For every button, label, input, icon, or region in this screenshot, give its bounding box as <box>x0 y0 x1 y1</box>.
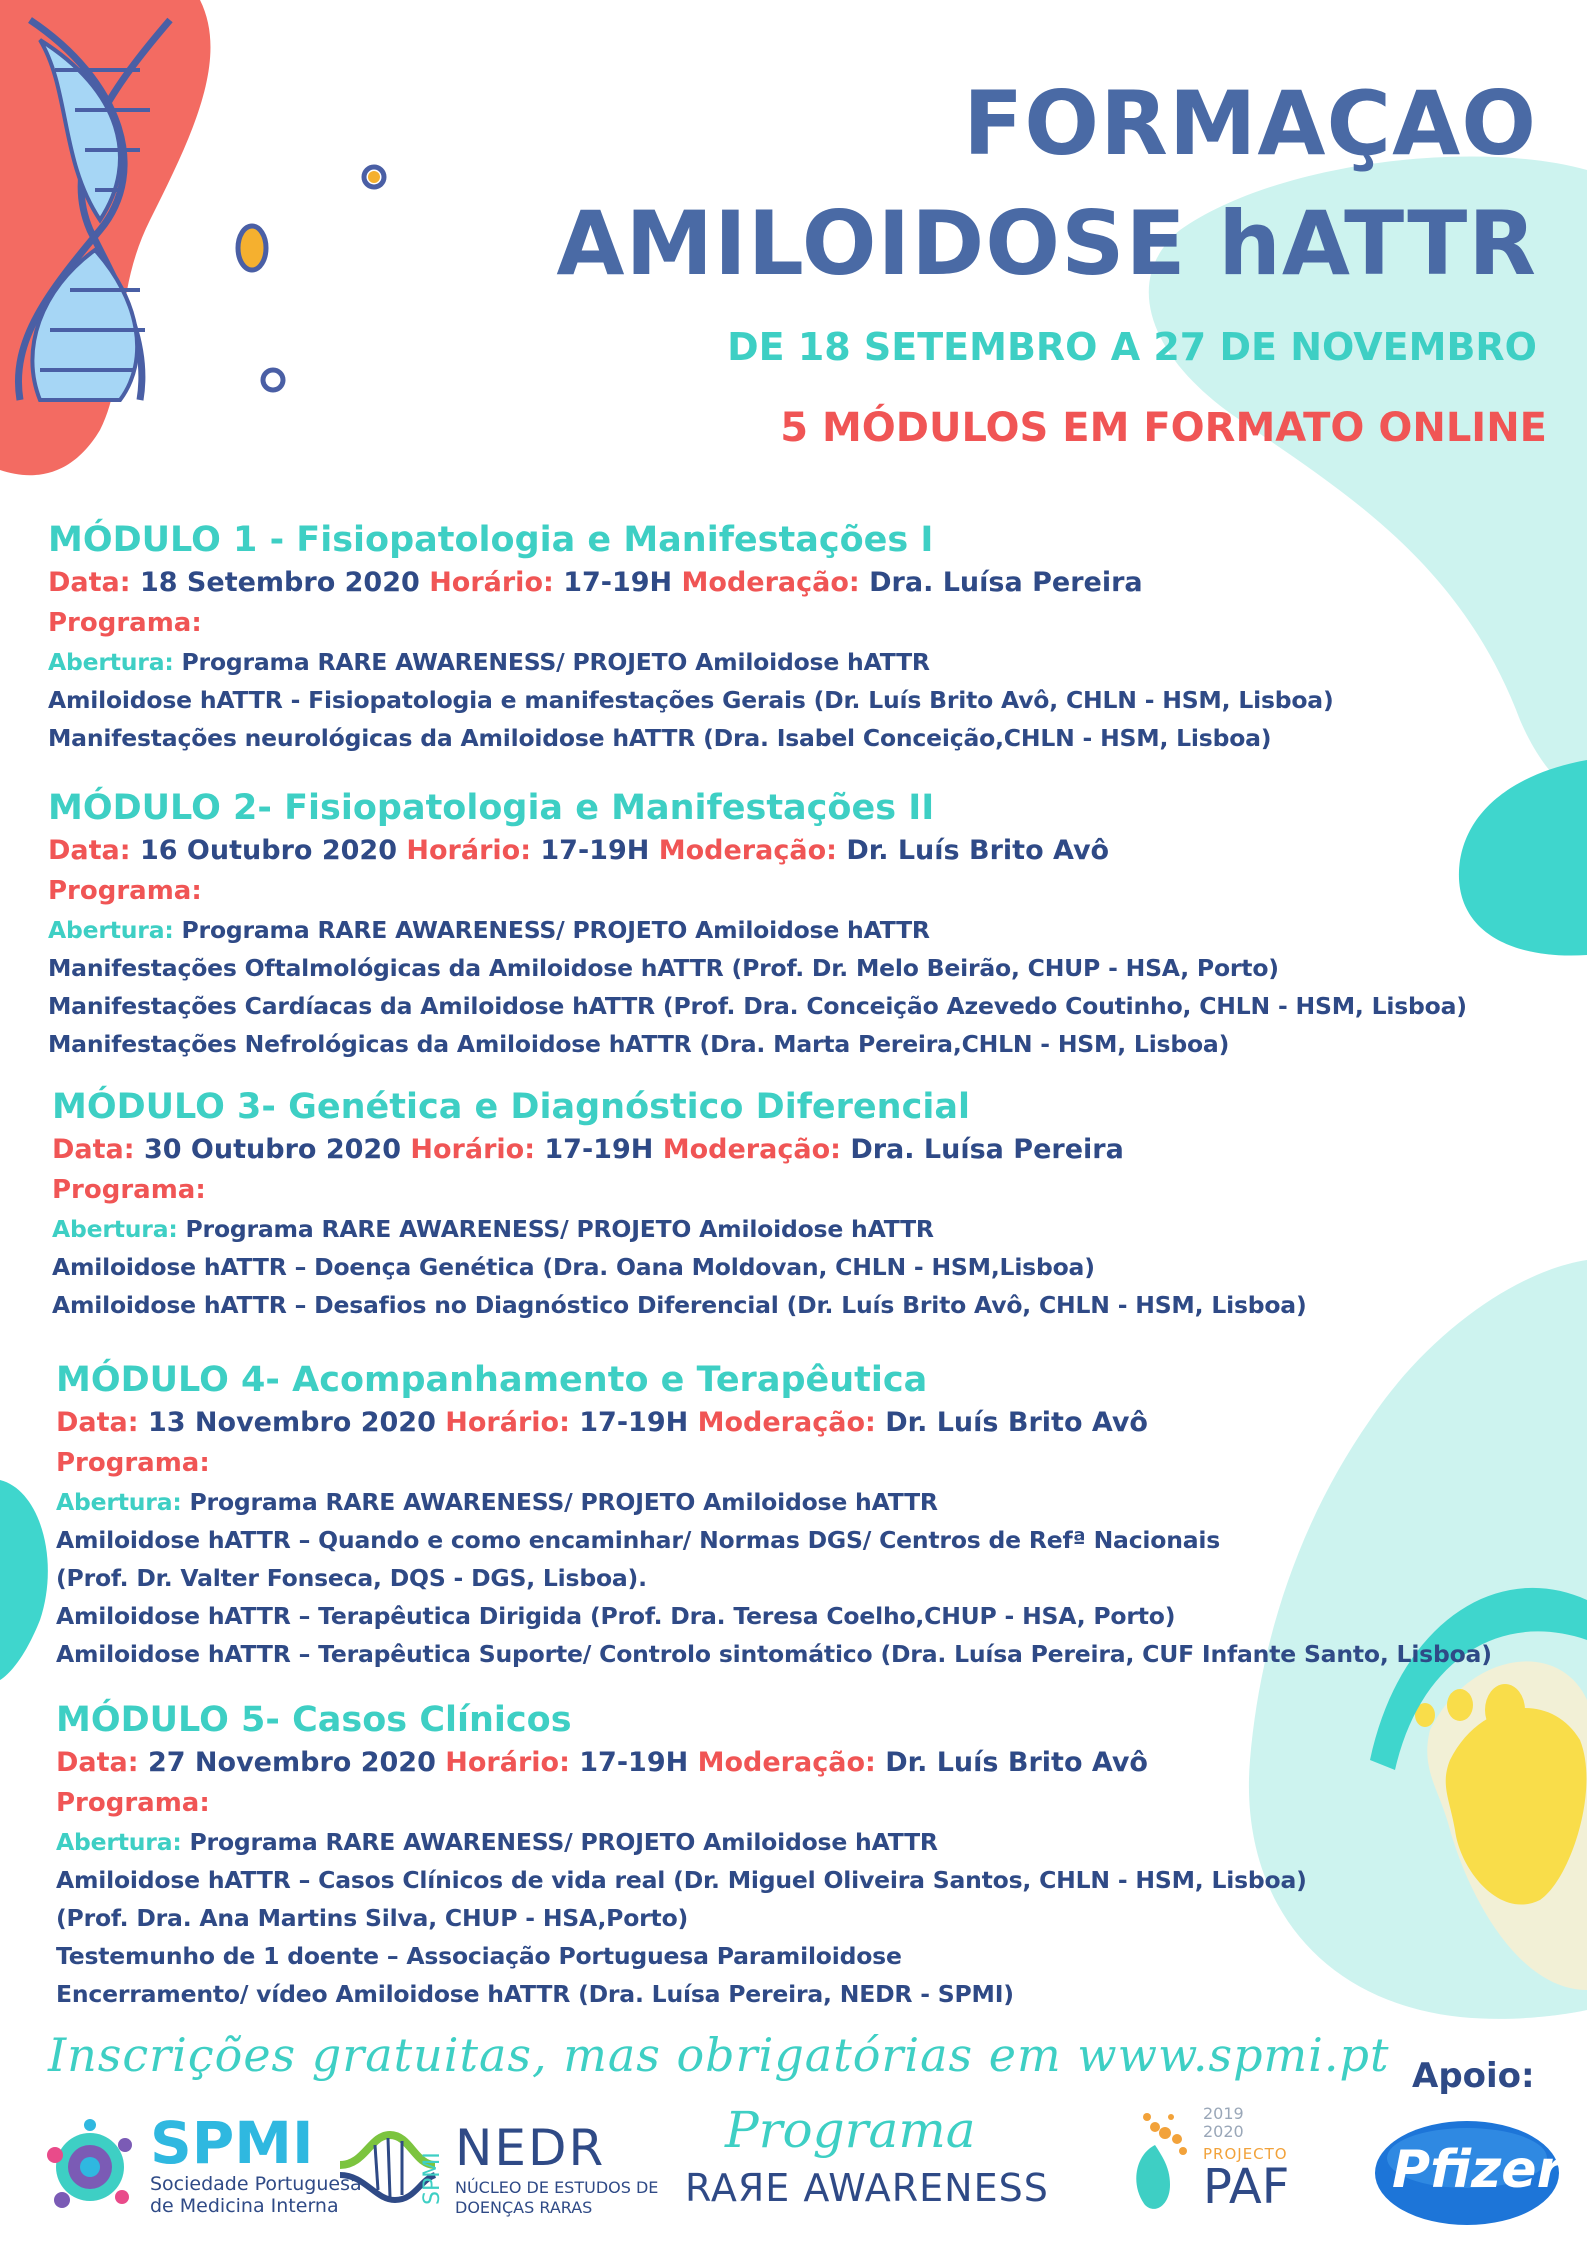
program-line: Manifestações Oftalmológicas da Amiloidose hATTR (Prof. Dr. Melo Beirão, CHUP - HSA, Porto) <box>48 954 1279 982</box>
program-opening: Abertura: Programa RARE AWARENESS/ PROJETO Amiloidose hATTR <box>52 1215 934 1243</box>
program-line: Amiloidose hATTR – Terapêutica Dirigida (Prof. Dra. Teresa Coelho,CHUP - HSA, Porto) <box>56 1602 1176 1630</box>
program-label: Programa: <box>56 1448 210 1478</box>
signup-text: Inscrições gratuitas, mas obrigatórias em www.spmi.pt <box>48 2028 1390 2082</box>
dot-small <box>263 370 283 390</box>
program-line: Manifestações Cardíacas da Amiloidose hATTR (Prof. Dra. Conceição Azevedo Coutinho, CHLN - HSM, Lisboa) <box>48 992 1467 1020</box>
paf-logo: 2019 2020 PROJECTO PAF <box>1125 2105 1295 2225</box>
program-line: Amiloidose hATTR – Casos Clínicos de vida real (Dr. Miguel Oliveira Santos, CHLN - HSM, Lisboa) <box>56 1866 1307 1894</box>
program-line: Testemunho de 1 doente – Associação Portuguesa Paramiloidose <box>56 1942 902 1970</box>
module-title: MÓDULO 2- Fisiopatologia e Manifestações II <box>48 788 935 828</box>
module-title: MÓDULO 3- Genética e Diagnóstico Diferencial <box>52 1087 970 1127</box>
program-line: Amiloidose hATTR – Quando e como encaminhar/ Normas DGS/ Centros de Refª Nacionais <box>56 1526 1221 1554</box>
program-label: Programa: <box>56 1788 210 1818</box>
program-line: (Prof. Dra. Ana Martins Silva, CHUP - HSA,Porto) <box>56 1904 689 1932</box>
rare-awareness-logo: Programa RAЯE AWARENESS <box>685 2101 1049 2210</box>
teal-blob-left <box>0 1480 48 1680</box>
dot-yellow <box>238 226 266 270</box>
program-line: (Prof. Dr. Valter Fonseca, DQS - DGS, Lisboa). <box>56 1564 647 1592</box>
program-line: Amiloidose hATTR – Desafios no Diagnóstico Diferencial (Dr. Luís Brito Avô, CHLN - HSM, Lisboa) <box>52 1291 1307 1319</box>
module-2 <box>48 785 1578 1063</box>
title-line-2: AMILOIDOSE hATTR <box>556 192 1537 295</box>
module-4 <box>56 1357 1586 1673</box>
program-label: Programa: <box>52 1175 206 1205</box>
title-line-1: FORMAÇAO <box>963 72 1537 175</box>
module-3 <box>52 1084 1582 1324</box>
support-label: Apoio: <box>1412 2056 1535 2096</box>
module-meta: Data: 18 Setembro 2020 Horário: 17-19H Moderação: Dra. Luísa Pereira <box>48 567 1143 598</box>
program-line: Encerramento/ vídeo Amiloidose hATTR (Dra. Luísa Pereira, NEDR - SPMI) <box>56 1980 1014 2008</box>
program-line: Amiloidose hATTR – Terapêutica Suporte/ Controlo sintomático (Dra. Luísa Pereira, CUF Infante Santo, Lisboa) <box>56 1640 1492 1668</box>
program-line: Manifestações Nefrológicas da Amiloidose hATTR (Dra. Marta Pereira,CHLN - HSM, Lisboa) <box>48 1030 1230 1058</box>
module-5 <box>56 1697 1586 2013</box>
nedr-name: NEDR <box>455 2119 606 2177</box>
nedr-logo: SPMI NEDR NÚCLEO DE ESTUDOS DE DOENÇAS RARAS <box>330 2105 650 2225</box>
module-title: MÓDULO 1 - Fisiopatologia e Manifestações I <box>48 520 934 560</box>
module-format: 5 MÓDULOS EM FORMATO ONLINE <box>780 405 1547 451</box>
program-label: Programa: <box>48 608 202 638</box>
module-meta: Data: 16 Outubro 2020 Horário: 17-19H Moderação: Dr. Luís Brito Avô <box>48 835 1110 866</box>
module-meta: Data: 27 Novembro 2020 Horário: 17-19H Moderação: Dr. Luís Brito Avô <box>56 1747 1148 1778</box>
program-opening: Abertura: Programa RARE AWARENESS/ PROJETO Amiloidose hATTR <box>48 648 930 676</box>
module-meta: Data: 30 Outubro 2020 Horário: 17-19H Moderação: Dra. Luísa Pereira <box>52 1134 1124 1165</box>
spmi-logo: SPMI Sociedade Portuguesa de Medicina Interna <box>40 2115 340 2215</box>
program-opening: Abertura: Programa RARE AWARENESS/ PROJETO Amiloidose hATTR <box>56 1828 938 1856</box>
program-line: Amiloidose hATTR – Doença Genética (Dra. Oana Moldovan, CHLN - HSM,Lisboa) <box>52 1253 1095 1281</box>
module-title: MÓDULO 4- Acompanhamento e Terapêutica <box>56 1360 928 1400</box>
program-opening: Abertura: Programa RARE AWARENESS/ PROJETO Amiloidose hATTR <box>48 916 930 944</box>
pfizer-logo: Pfizer <box>1372 2118 1562 2228</box>
program-label: Programa: <box>48 876 202 906</box>
event-dates: DE 18 SETEMBRO A 27 DE NOVEMBRO <box>727 325 1537 369</box>
spmi-logo-icon <box>40 2115 145 2215</box>
module-title: MÓDULO 5- Casos Clínicos <box>56 1700 572 1740</box>
spmi-name: SPMI <box>150 2109 314 2177</box>
program-opening: Abertura: Programa RARE AWARENESS/ PROJETO Amiloidose hATTR <box>56 1488 938 1516</box>
paf-footprint-icon <box>1125 2105 1195 2215</box>
program-line: Manifestações neurológicas da Amiloidose hATTR (Dra. Isabel Conceição,CHLN - HSM, Lisboa) <box>48 724 1272 752</box>
program-line: Amiloidose hATTR - Fisiopatologia e manifestações Gerais (Dr. Luís Brito Avô, CHLN - HSM, Lisboa) <box>48 686 1334 714</box>
module-meta: Data: 13 Novembro 2020 Horário: 17-19H Moderação: Dr. Luís Brito Avô <box>56 1407 1148 1438</box>
module-1 <box>48 517 1578 757</box>
